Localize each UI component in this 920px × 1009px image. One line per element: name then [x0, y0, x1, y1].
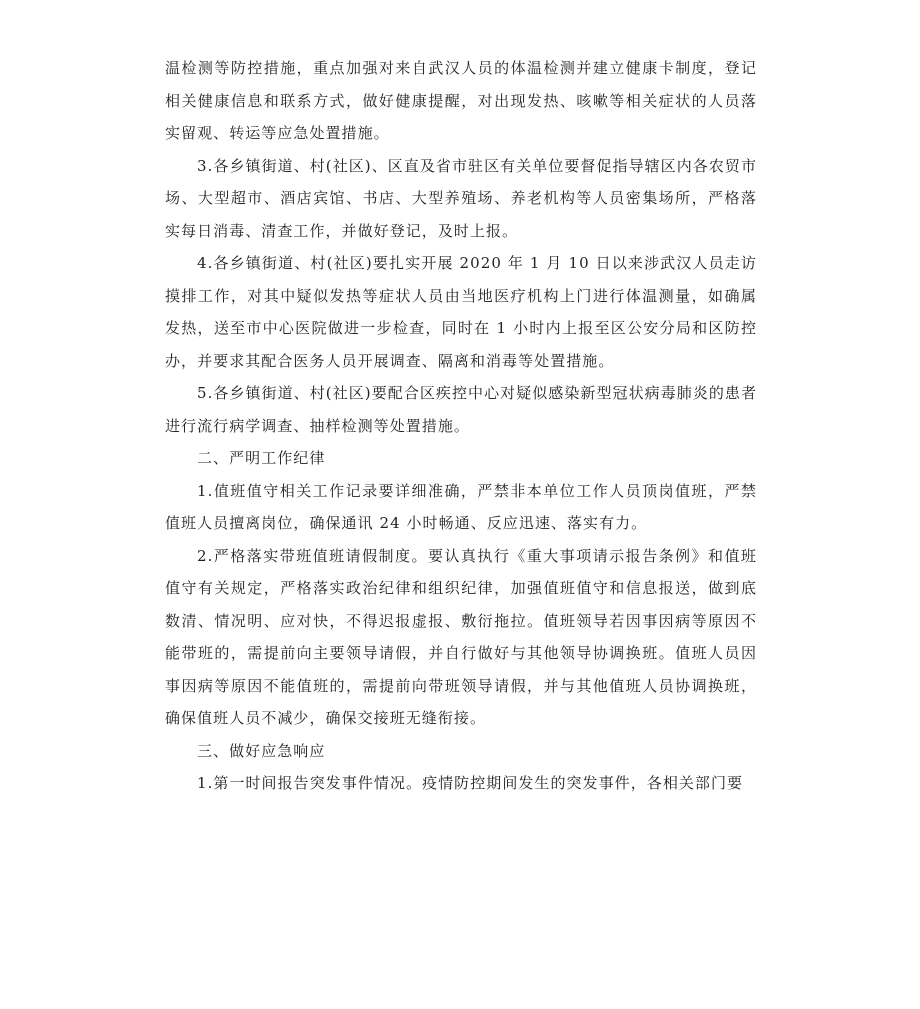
- document-page: [165, 52, 757, 800]
- paragraph-item-4: 4.各乡镇街道、村(社区)要扎实开展 2020 年 1 月 10 日以来涉武汉人员走访摸排工作，对其中疑似发热等症状人员由当地医疗机构上门进行体温测量，如确属发热，送至市中心医院做进一步检查，同时在 1 小时内上报至区公安分局和区防控办，并要求其配合医务人员开展调查、隔离和消毒等处置措施。: [165, 254, 757, 370]
- section-heading-3: 三、做好应急响应: [197, 741, 326, 760]
- section-heading-2: 二、严明工作纪律: [197, 449, 326, 467]
- paragraph-response-1: 1.第一时间报告突发事件情况。疫情防控期间发生的突发事件，各相关部门要: [197, 774, 744, 792]
- paragraph-continuation: 温检测等防控措施，重点加强对来自武汉人员的体温检测并建立健康卡制度，登记相关健康信息和联系方式，做好健康提醒，对出现发热、咳嗽等相关症状的人员落实留观、转运等应急处置措施。: [165, 59, 757, 142]
- paragraph-discipline-1: 1.值班值守相关工作记录要详细准确，严禁非本单位工作人员顶岗值班，严禁值班人员擅离岗位，确保通讯 24 小时畅通、反应迅速、落实有力。: [165, 481, 757, 532]
- paragraph-item-3: 3.各乡镇街道、村(社区)、区直及省市驻区有关单位要督促指导辖区内各农贸市场、大型超市、酒店宾馆、书店、大型养殖场、养老机构等人员密集场所，严格落实每日消毒、清查工作，并做好登记，及时上报。: [165, 156, 757, 240]
- paragraph-discipline-2: 2.严格落实带班值班请假制度。要认真执行《重大事项请示报告条例》和值班值守有关规定，严格落实政治纪律和组织纪律，加强值班值守和信息报送，做到底数清、情况明、应对快，不得迟报虚报、敷衍拖拉。值班领导若因事因病等原因不能带班的，需提前向主要领导请假，并自行做好与其他领导协调换班。值班人员因事因病等原因不能值班的，需提前向带班领导请假，并与其他值班人员协调换班，确保值班人员不减少，确保交接班无缝衔接。: [165, 546, 757, 727]
- paragraph-item-5: 5.各乡镇街道、村(社区)要配合区疾控中心对疑似感染新型冠状病毒肺炎的患者进行流行病学调查、抽样检测等处置措施。: [165, 384, 757, 435]
